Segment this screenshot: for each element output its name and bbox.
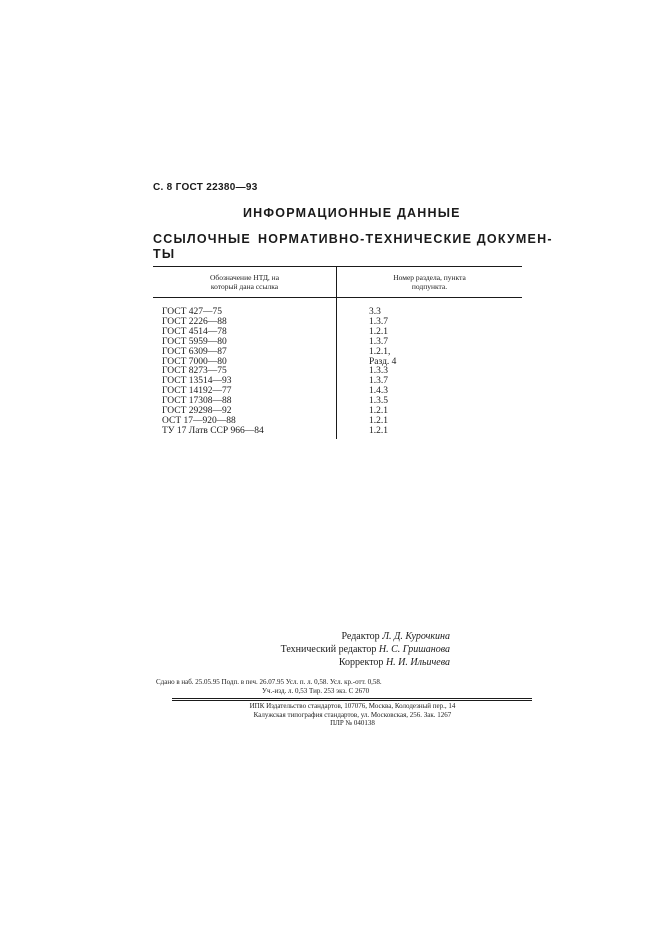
table-row-doc: ГОСТ 6309—87: [162, 346, 227, 357]
column-header-document: [153, 273, 336, 291]
table-row-ref: 1.4.3: [369, 386, 388, 397]
table-row-doc: ГОСТ 13514—93: [162, 376, 232, 387]
table-row-ref: 1.2.1: [369, 415, 388, 426]
publisher-line-3: ПЛР № 040138: [330, 719, 375, 727]
table-row-ref: 1.3.7: [369, 316, 388, 327]
proofreader-name: Н. И. Ильичева: [385, 657, 450, 668]
table-row-doc: ГОСТ 4514—78: [162, 326, 227, 337]
table-row-doc: ГОСТ 7000—80: [162, 356, 227, 367]
column-header-section-line-1: Номер раздела, пункта: [393, 273, 466, 282]
tech-editor-line: [230, 643, 450, 656]
column-header-document-line-2: который дана ссылка: [210, 282, 279, 291]
table-row-ref: 1.2.1: [369, 425, 388, 436]
table-row-doc: ГОСТ 5959—80: [162, 336, 227, 347]
document-column: [162, 308, 264, 437]
editor-name: Л. Д. Курочкина: [382, 631, 450, 642]
table-row-doc: ГОСТ 2226—88: [162, 316, 227, 327]
table-row-ref: 1.3.3: [369, 366, 388, 377]
subtitle-word-2: НОРМАТИВНО-ТЕХНИЧЕСКИЕ ДОКУМЕН-: [258, 232, 553, 246]
imprint-line-1: Сдано в наб. 25.05.95 Подп. в печ. 26.07.95 Усл. п. л. 0,58. Усл. кр.-отт. 0,58.: [156, 678, 382, 686]
table-header-rule: [153, 297, 522, 298]
table-row-doc: ОСТ 17—920—88: [162, 415, 236, 426]
tech-editor-name: Н. С. Гришанова: [378, 644, 450, 655]
table-row-ref: 1.2.1: [369, 406, 388, 417]
table-row-ref: 1.2.1,: [369, 346, 391, 357]
section-title: ИНФОРМАЦИОННЫЕ ДАННЫЕ: [243, 206, 461, 220]
publisher-line-1: ИПК Издательство стандартов, 107076, Москва, Колодезный пер., 14: [249, 702, 456, 710]
table-row-ref: 1.3.5: [369, 396, 388, 407]
table-row-doc: ГОСТ 427—75: [162, 307, 222, 317]
publisher-line-2: Калужская типография стандартов, ул. Московская, 256. Зак. 1267: [253, 710, 452, 719]
page-header: С. 8 ГОСТ 22380—93: [153, 182, 258, 193]
subtitle-word-1: ССЫЛОЧНЫЕ: [153, 232, 251, 246]
tech-editor-role: Технический редактор: [280, 644, 377, 655]
table-row-doc: ГОСТ 8273—75: [162, 366, 227, 377]
column-header-section: [337, 273, 522, 291]
section-column: [369, 308, 396, 437]
table-row-ref: 3.3: [369, 307, 381, 317]
column-header-document-line-1: Обозначение НТД, на: [209, 273, 280, 282]
table-row-ref: Разд. 4: [369, 356, 397, 367]
table-row-ref: 1.3.7: [369, 376, 388, 387]
column-header-section-line-2: подпункта.: [411, 282, 448, 291]
table-row-ref: 1.3.7: [369, 336, 388, 347]
publisher-block: [165, 702, 540, 728]
subtitle-line-2: ТЫ: [153, 247, 176, 261]
table-row-doc: ГОСТ 29298—92: [162, 406, 232, 417]
table-row-doc: ТУ 17 Латв ССР 966—84: [162, 425, 264, 436]
imprint-rule-1: [172, 698, 532, 699]
table-top-rule: [153, 266, 522, 267]
imprint-line-2: Уч.-изд. л. 0,53 Тир. 253 экз. С 2670: [262, 687, 370, 695]
editor-line: [230, 630, 450, 643]
editor-role: Редактор: [341, 631, 380, 642]
imprint-rule-2: [172, 700, 532, 701]
table-row-doc: ГОСТ 17308—88: [162, 396, 232, 407]
credits-block: [230, 630, 450, 669]
table-column-divider: [336, 266, 337, 439]
table-row-ref: 1.2.1: [369, 326, 388, 337]
table-row-doc: ГОСТ 14192—77: [162, 386, 232, 397]
proofreader-role: Корректор: [338, 657, 384, 668]
proofreader-line: [230, 656, 450, 669]
